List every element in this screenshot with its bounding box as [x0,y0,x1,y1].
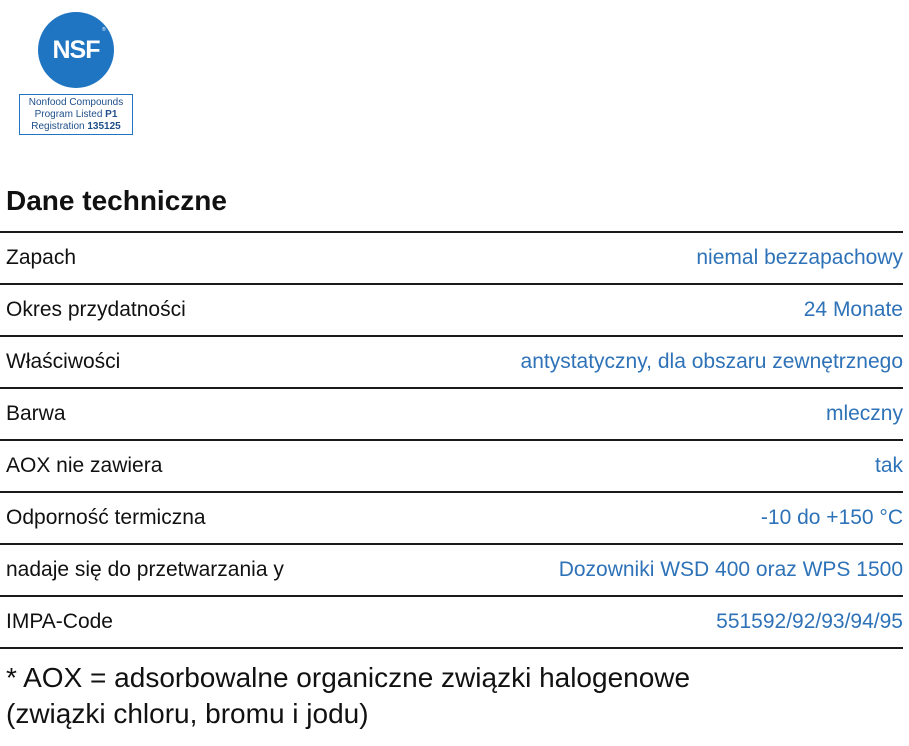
spec-row [0,285,903,337]
spec-row [0,233,903,285]
spec-label: Właściwości [6,350,121,373]
spec-value: mleczny [825,402,903,425]
nsf-line-3-prefix: Registration [31,120,88,132]
nsf-registration-box [19,94,133,135]
footnote-line-1: * AOX = adsorbowalne organiczne związki halogenowe [6,662,691,693]
nsf-registered-mark: ® [102,27,106,33]
spec-row [0,441,903,493]
spec-label: Zapach [6,246,77,269]
nsf-line-3 [31,121,121,133]
spec-row [0,389,903,441]
nsf-line-2-bold: P1 [105,108,118,120]
spec-label: IMPA-Code [6,610,113,633]
nsf-line-1: Nonfood Compounds [28,96,124,108]
spec-value: antystatyczny, dla obszaru zewnętrznego [520,350,903,373]
section-title: Dane techniczne [6,185,227,216]
spec-table [0,231,903,649]
spec-label: AOX nie zawiera [6,454,163,477]
aox-footnote [6,660,690,732]
spec-row [0,545,903,597]
spec-row [0,597,903,649]
spec-value: 551592/92/93/94/95 [716,610,903,633]
footnote-line-2: (związki chloru, bromu i jodu) [6,698,369,729]
spec-value: Dozowniki WSD 400 oraz WPS 1500 [558,558,903,581]
spec-value: niemal bezzapachowy [696,246,903,269]
spec-label: nadaje się do przetwarzania y [6,558,284,581]
nsf-logo [38,12,114,88]
spec-label: Odporność termiczna [6,506,206,529]
nsf-line-2 [35,109,118,121]
nsf-line-2-prefix: Program Listed [34,108,106,120]
spec-value: -10 do +150 °C [760,506,903,529]
nsf-line-3-bold: 135125 [87,120,121,132]
spec-row [0,337,903,389]
spec-value: 24 Monate [803,298,903,321]
spec-label: Barwa [6,402,66,425]
nsf-logo-text: NSF [52,35,100,64]
spec-label: Okres przydatności [6,298,186,321]
spec-row [0,493,903,545]
spec-value: tak [874,454,903,477]
